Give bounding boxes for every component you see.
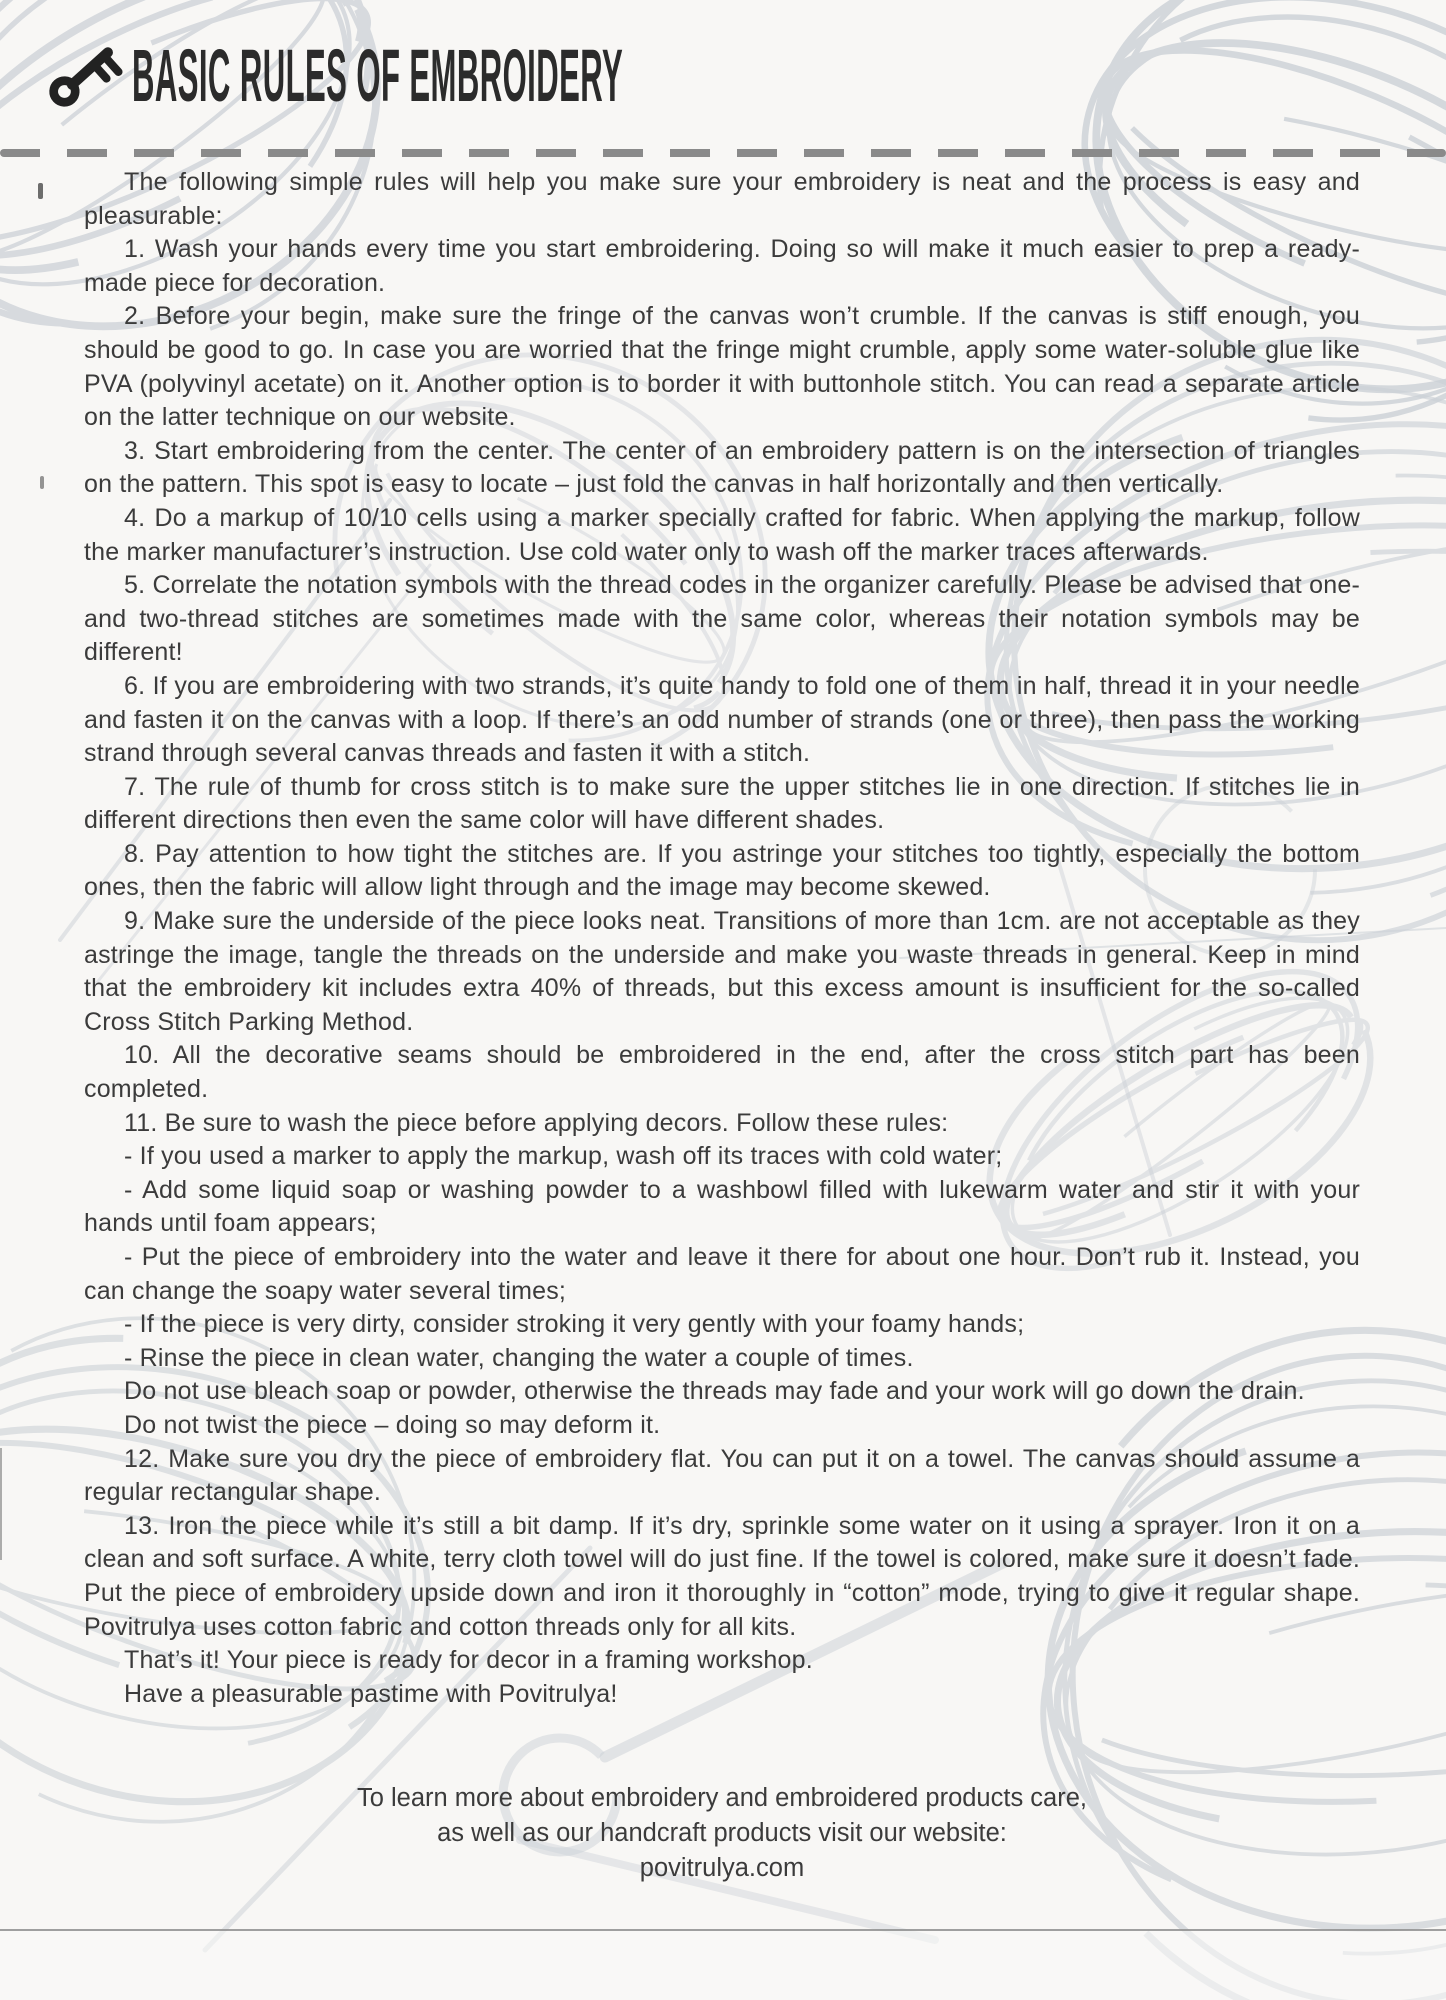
rule-11: 11. Be sure to wash the piece before applying decors. Follow these rules: [124, 1108, 949, 1137]
footer-line-1: To learn more about embroidery and embroidered products care, [357, 1784, 1087, 1812]
wash-step-3: - Put the piece of embroidery into the water and leave it there for about one hour. Don’t rub it. Instead, you can change the soapy water several times; [84, 1243, 1360, 1305]
wash-step-1: - If you used a marker to apply the markup, wash off its traces with cold water; [124, 1142, 1003, 1171]
dashed-divider [0, 149, 1446, 157]
rule-13: 13. Iron the piece while it’s still a bit damp. If it’s dry, sprinkle some water on it using a sprayer. Iron it on a clean and soft surface. A white, terry cloth towel will do just fine. If the towel is colored, make sure it doesn’t fade. Put the piece of embroidery upside down and iron it thoroughly in “cotton” mode, trying to give it regular shape. Povitrulya uses cotton fabric and cotton threads only for all kits. [84, 1511, 1360, 1641]
wash-step-4: - If the piece is very dirty, consider stroking it very gently with your foamy hands; [124, 1310, 1025, 1339]
rules-text-block [84, 166, 1360, 1711]
footer-note [84, 1781, 1360, 1886]
paragraph-intro: The following simple rules will help you make sure your embroidery is neat and the process is easy and pleasurable: [84, 168, 1360, 230]
scan-artifact [38, 183, 43, 199]
rule-3: 3. Start embroidering from the center. The center of an embroidery pattern is on the intersection of triangles on the pattern. This spot is easy to locate – just fold the canvas in half horizontally and then vertically. [84, 436, 1360, 499]
scan-artifact [0, 1448, 2, 1560]
rule-8: 8. Pay attention to how tight the stitches are. If you astringe your stitches too tightly, especially the bottom ones, then the fabric will allow light through and the image may become skewed. [84, 839, 1360, 902]
footer-line-2: as well as our handcraft products visit our website: [437, 1819, 1007, 1847]
closing-line-1: That’s it! Your piece is ready for decor in a framing workshop. [124, 1646, 813, 1675]
scan-artifact [40, 476, 44, 489]
rule-9: 9. Make sure the underside of the piece looks neat. Transitions of more than 1cm. are not acceptable as they astringe the image, tangle the threads on the underside and make you waste threads in general. Keep in mind that the embroidery kit includes extra 40% of threads, but this excess amount is insufficient for the so-called Cross Stitch Parking Method. [84, 907, 1360, 1036]
warning-bleach: Do not use bleach soap or powder, otherwise the threads may fade and your work will go down the drain. [124, 1377, 1305, 1406]
footer-website: povitrulya.com [639, 1854, 805, 1882]
rule-1: 1. Wash your hands every time you start embroidering. Doing so will make it much easier to prep a ready-made piece for decoration. [84, 235, 1360, 297]
rule-4: 4. Do a markup of 10/10 cells using a marker specially crafted for fabric. When applying the markup, follow the marker manufacturer’s instruction. Use cold water only to wash off the marker traces afterwards. [84, 503, 1360, 566]
key-icon [44, 32, 126, 114]
rule-7: 7. The rule of thumb for cross stitch is to make sure the upper stitches lie in one direction. If stitches lie in different directions then even the same color will have different shades. [84, 772, 1360, 835]
wash-step-2: - Add some liquid soap or washing powder to a washbowl filled with lukewarm water and stir it with your hands until foam appears; [84, 1175, 1360, 1238]
warning-twist: Do not twist the piece – doing so may deform it. [124, 1410, 661, 1439]
rule-5: 5. Correlate the notation symbols with the thread codes in the organizer carefully. Please be advised that one- and two-thread stitches are sometimes made with the same color, whereas their notation symbols may be different! [84, 571, 1360, 667]
rule-12: 12. Make sure you dry the piece of embroidery flat. You can put it on a towel. The canvas should assume a regular rectangular shape. [84, 1444, 1360, 1507]
rule-6: 6. If you are embroidering with two strands, it’s quite handy to fold one of them in half, thread it in your needle and fasten it on the canvas with a loop. If there’s an odd number of strands (one or three), then pass the working strand through several canvas threads and fasten it with a stitch. [84, 671, 1360, 768]
wash-step-5: - Rinse the piece in clean water, changing the water a couple of times. [124, 1343, 914, 1372]
page-title: BASIC RULES OF EMBROIDERY [132, 34, 624, 117]
rule-2: 2. Before your begin, make sure the fringe of the canvas won’t crumble. If the canvas is stiff enough, you should be good to go. In case you are worried that the fringe might crumble, apply some water-soluble glue like PVA (polyvinyl acetate) on it. Another option is to border it with buttonhole stitch. You can read a separate article on the latter technique on our website. [84, 302, 1360, 432]
page-bottom-margin [0, 1931, 1446, 2000]
document-header [0, 0, 1446, 150]
rule-10: 10. All the decorative seams should be embroidered in the end, after the cross stitch part has been completed. [84, 1041, 1360, 1104]
closing-line-2: Have a pleasurable pastime with Povitrulya! [124, 1679, 618, 1708]
